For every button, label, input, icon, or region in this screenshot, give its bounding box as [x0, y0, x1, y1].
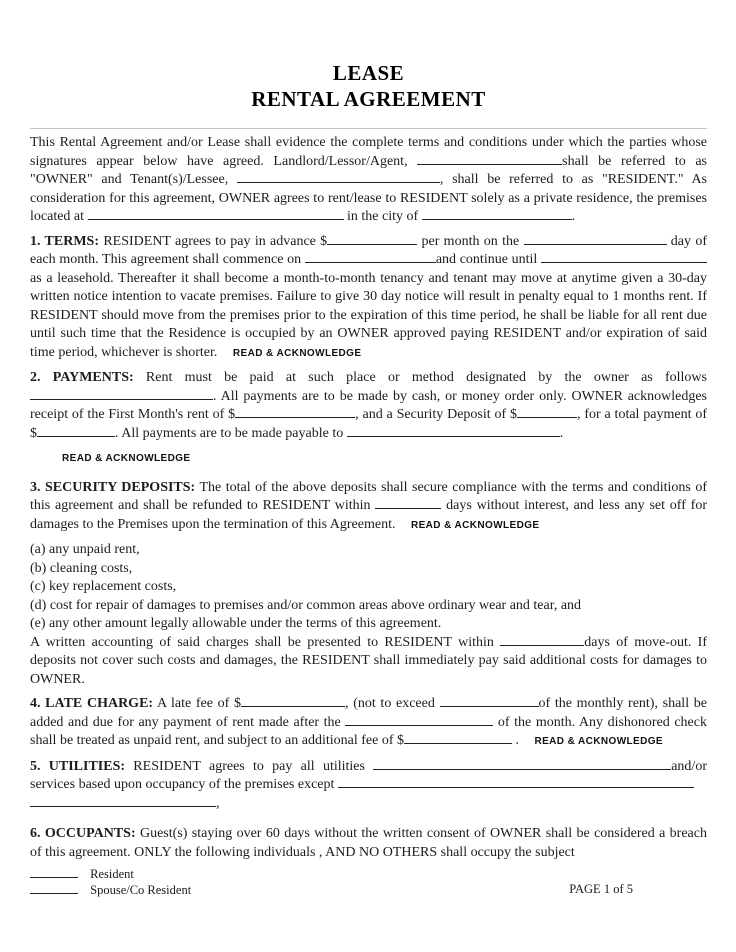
text-run: , for a total payment of $ — [30, 407, 707, 441]
blank-field — [347, 425, 560, 437]
text-run: , and a Security Deposit of $ — [355, 407, 517, 422]
text-run: day of each month. This agreement shall commence on — [30, 233, 707, 267]
spouse-signature-line — [30, 883, 707, 899]
blank-field — [241, 695, 345, 707]
blank-field — [375, 497, 441, 509]
text-run: , (not to exceed — [345, 696, 440, 711]
text-run: A written accounting of said charges shall be presented to RESIDENT within — [30, 634, 501, 650]
text-run: and continue until — [435, 252, 541, 267]
text-run: (c) key replacement costs, — [30, 579, 177, 594]
text-run: . — [571, 209, 576, 224]
text-run: days without interest, and less any set off for damages to the Premises upon the termination of this Agreement. — [30, 498, 707, 532]
text-run: shall be referred to as "OWNER" and Tenant(s)/Lessee, — [30, 153, 707, 187]
text-run: Guest(s) staying over 60 days without the written consent of OWNER shall be considered a breach of this agreement. ONLY the following individuals , AND NO OTHERS shall occupy the subject — [30, 826, 707, 860]
document-title — [30, 60, 707, 112]
text-run: , — [216, 795, 220, 811]
blank-field — [500, 634, 584, 646]
text-run: as a leasehold. Thereafter it shall become a month-to-month tenancy and tenant may move at anytime given a 30-day written notice intention to vacate premises. Failure to give 30 day notice will result in penalty equal to 1 months rent. If RESIDENT should move from the premises prior to the expiration of this time period, he shall be liable for all rent due until such time that the Residence is occupied by an OWNER approved paying RESIDENT and/or expiration of said time period, whichever is shorter. — [30, 270, 707, 360]
text-run: and/or services based upon occupancy of the premises except — [30, 758, 707, 792]
security-deposits-paragraph — [30, 479, 707, 536]
text-run: days of move-out. If deposits not cover such costs and damages, the RESIDENT shall immediately pay said additional costs for damages to OWNER. — [30, 634, 707, 687]
deposit-item-d — [30, 597, 707, 616]
text-run: . All payments are to be made by cash, or money order only. OWNER acknowledges receipt of the First Month's rent of $ — [30, 388, 707, 422]
blank-field — [440, 695, 539, 707]
resident-signature-line — [30, 867, 707, 883]
section-heading: 3. SECURITY DEPOSITS: — [30, 479, 196, 495]
resident-initial-blank — [30, 867, 78, 878]
section-heading: 1. TERMS: — [30, 233, 100, 249]
text-run: , shall be referred to as "RESIDENT." As consideration for this agreement, OWNER agrees to rent/lease to RESIDENT solely as a private residence, the premises located at — [30, 172, 707, 224]
blank-field — [338, 776, 694, 788]
text-run: The total of the above deposits shall secure compliance with the terms and conditions of this agreement and shall be refunded to RESIDENT within — [30, 479, 707, 513]
utilities-paragraph — [30, 758, 707, 814]
section-heading: 2. PAYMENTS: — [30, 370, 134, 385]
blank-field — [345, 714, 493, 726]
text-run: in the city of — [343, 209, 422, 224]
title-line-rental-agreement: RENTAL AGREEMENT — [251, 87, 486, 111]
blank-field — [417, 153, 562, 165]
blank-field — [524, 233, 667, 245]
blank-field — [422, 208, 572, 220]
section-heading: 5. UTILITIES: — [30, 758, 126, 774]
text-run: (d) cost for repair of damages to premises and/or common areas above ordinary wear and tear, and — [30, 597, 582, 613]
deposit-accounting-paragraph — [30, 634, 707, 690]
blank-field — [327, 233, 417, 245]
text-run: . — [511, 733, 523, 748]
text-run: A late fee of $ — [153, 696, 242, 711]
resident-label: Resident — [90, 867, 134, 881]
text-run: (e) any other amount legally allowable under the terms of this agreement. — [30, 616, 442, 631]
blank-field — [235, 406, 355, 418]
text-run: of the month. Any dishonored check shall be treated as unpaid rent, and subject to an additional fee of $ — [30, 714, 707, 748]
text-run: (b) cleaning costs, — [30, 560, 133, 576]
blank-field — [37, 425, 115, 437]
read-acknowledge-label: READ & ACKNOWLEDGE — [410, 519, 540, 531]
title-divider — [30, 128, 707, 129]
title-line-lease: LEASE — [332, 61, 405, 85]
terms-paragraph — [30, 233, 707, 364]
section-heading: 6. OCCUPANTS: — [30, 826, 136, 841]
read-acknowledge-label: READ & ACKNOWLEDGE — [232, 347, 362, 359]
spouse-label: Spouse/Co Resident — [90, 882, 192, 897]
spouse-initial-blank — [30, 883, 78, 894]
text-run: RESIDENT agrees to pay all utilities — [125, 758, 374, 774]
blank-field — [305, 251, 436, 263]
payments-ack-line — [50, 449, 707, 469]
late-charge-paragraph — [30, 695, 707, 752]
text-run: per month on the — [417, 233, 524, 249]
payments-paragraph — [30, 369, 707, 443]
text-run: This Rental Agreement and/or Lease shall evidence the complete terms and conditions under which the parties whose signatures appear below have agreed. Landlord/Lessor/Agent, — [30, 135, 707, 169]
section-heading: 4. LATE CHARGE: — [30, 696, 154, 711]
page-number: PAGE 1 of 5 — [569, 881, 633, 896]
deposit-item-c — [30, 578, 707, 597]
blank-field — [404, 732, 512, 744]
blank-field — [517, 406, 577, 418]
text-run: Rent must be paid at such place or method designated by the owner as follows — [133, 370, 707, 385]
text-run: . All payments are to be made payable to — [115, 425, 347, 441]
text-run: . — [559, 425, 564, 441]
deposit-item-a — [30, 541, 707, 560]
occupants-paragraph — [30, 825, 707, 862]
blank-field — [373, 758, 671, 770]
deposit-item-e — [30, 615, 707, 634]
signature-footer — [30, 867, 707, 898]
blank-field — [541, 251, 707, 263]
intro-paragraph — [30, 134, 707, 227]
text-run: (a) any unpaid rent, — [30, 542, 140, 557]
deposit-item-b — [30, 560, 707, 579]
text-run: RESIDENT agrees to pay in advance $ — [99, 233, 328, 249]
read-acknowledge-label: READ & ACKNOWLEDGE — [62, 453, 191, 464]
text-run: of the monthly rent), shall be added and due for any payment of rent made after the — [30, 696, 707, 730]
blank-field — [88, 208, 344, 220]
read-acknowledge-label: READ & ACKNOWLEDGE — [534, 736, 663, 747]
document-body — [30, 134, 707, 862]
blank-field — [30, 388, 213, 400]
blank-field — [237, 171, 440, 183]
blank-field — [30, 795, 216, 807]
